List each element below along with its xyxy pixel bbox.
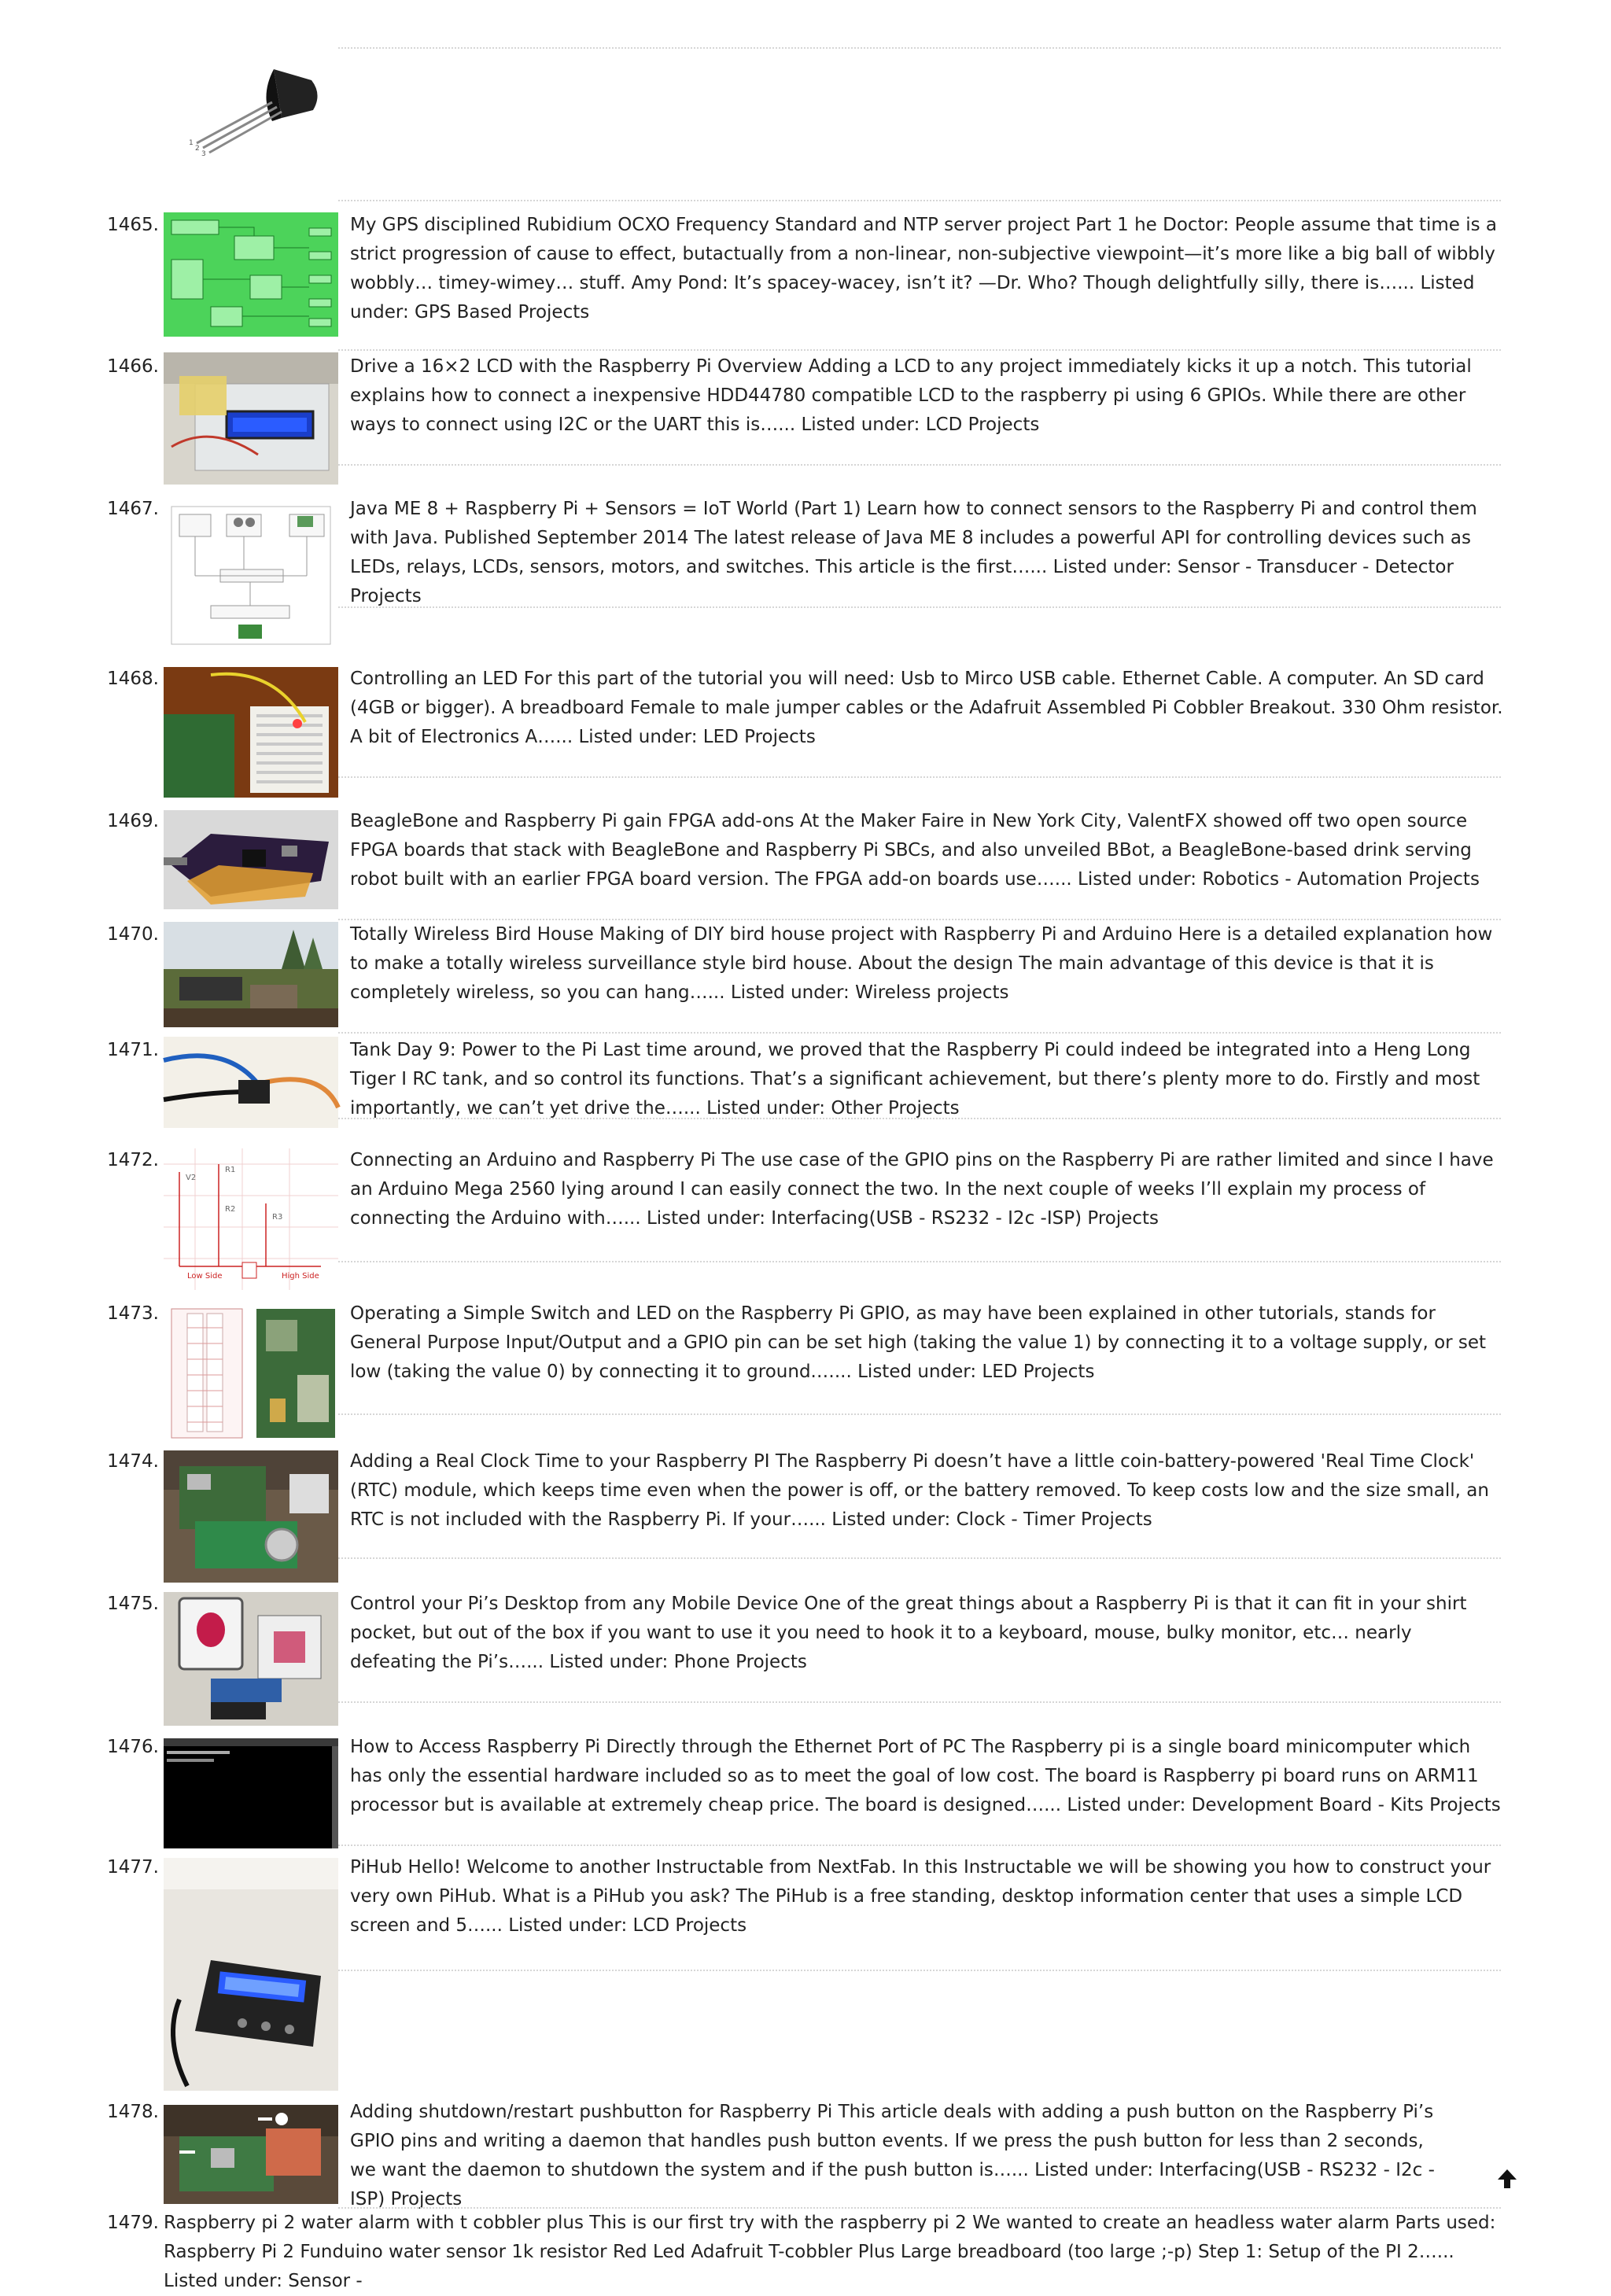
- item-thumbnail[interactable]: [164, 1592, 338, 1726]
- svg-text:R3: R3: [272, 1213, 283, 1222]
- svg-text:Low Side: Low Side: [187, 1272, 223, 1281]
- arrow-up-icon[interactable]: [1495, 2166, 1520, 2191]
- item-thumbnail[interactable]: [164, 810, 338, 909]
- item-description: Drive a 16×2 LCD with the Raspberry Pi Overview Adding a LCD to any project immediately kicks it up a notch. This tutorial explains how to connect a inexpensive HDD44780 compatible LCD to the raspberry pi using 6 GPIOs. While there are other ways to connect using I2C or the UART this is…... Listed under: LCD Projects: [350, 356, 1472, 435]
- item-number: 1473.: [107, 1303, 159, 1324]
- divider: [338, 349, 1501, 351]
- divider: [338, 1970, 1501, 1971]
- svg-text:2: 2: [195, 145, 200, 153]
- item-thumbnail[interactable]: [164, 1450, 338, 1583]
- item-number: 1471.: [107, 1040, 159, 1060]
- divider: [338, 464, 1501, 466]
- svg-text:3: 3: [201, 150, 206, 158]
- item-description: Tank Day 9: Power to the Pi Last time around, we proved that the Raspberry Pi could indeed be integrated into a Heng Long Tiger I RC tank, and so control its functions. That’s a significant achievement, but there’s plenty more to do. Firstly and most importantly, we can’t yet drive the…... Listed under: Other Projects: [350, 1040, 1480, 1119]
- item-description: PiHub Hello! Welcome to another Instructable from NextFab. In this Instructable we will be showing you how to construct your very own PiHub. What is a PiHub you ask? The PiHub is a free standing, desktop information center that uses a simple LCD screen and 5…... Listed under: LCD Projects: [350, 1857, 1491, 1936]
- svg-text:R2: R2: [225, 1205, 236, 1214]
- divider: [338, 47, 1501, 49]
- item-thumbnail[interactable]: [164, 1738, 338, 1848]
- divider: [338, 200, 1501, 201]
- divider: [338, 1701, 1501, 1703]
- item-thumbnail[interactable]: [164, 352, 338, 485]
- divider: [338, 1845, 1501, 1846]
- svg-text:V2: V2: [186, 1174, 197, 1182]
- item-description: BeagleBone and Raspberry Pi gain FPGA add-ons At the Maker Faire in New York City, ValentFX showed off two open source FPGA boards that stack with BeagleBone and Raspberry Pi SBCs, and also unveiled BBot, a BeagleBone-based drink serving robot built with an earlier FPGA board version. The FPGA add-on boards use…... Listed under: Robotics - Automation Projects: [350, 811, 1480, 890]
- item-description: Totally Wireless Bird House Making of DIY bird house project with Raspberry Pi and Arduino Here is a detailed explanation how to make a totally wireless surveillance style bird house. About the design The main advantage of this device is that it is completely wireless, so you can hang…... Listed under: Wireless projects: [350, 924, 1493, 1003]
- item-number: 1470.: [107, 924, 159, 945]
- item-number: 1469.: [107, 811, 159, 831]
- svg-text:1: 1: [189, 139, 194, 147]
- item-description: My GPS disciplined Rubidium OCXO Frequency Standard and NTP server project Part 1 he Doctor: People assume that time is a strict progression of cause to effect, butactually from a non-linear, non-subjective viewpoint—it’s more like a big ball of wibbly wobbly… timey-wimey… stuff. Amy Pond: It’s spacey-wacey, isn’t it? —Dr. Who? Though delightfully silly, there is…... Listed under: GPS Based Projects: [350, 215, 1498, 322]
- item-number: 1477.: [107, 1857, 159, 1878]
- svg-text:High Side: High Side: [282, 1272, 319, 1281]
- item-thumbnail[interactable]: [164, 1858, 338, 2091]
- divider: [338, 1413, 1501, 1415]
- item-thumbnail[interactable]: [164, 667, 338, 798]
- item-description: Adding a Real Clock Time to your Raspberry PI The Raspberry Pi doesn’t have a little coin-battery-powered 'Real Time Clock' (RTC) module, which keeps time even when the power is off, or the battery removed. To keep costs low and the size small, an RTC is not included with the Raspberry Pi. If your…... Listed under: Clock - Timer Projects: [350, 1451, 1489, 1530]
- item-number: 1467.: [107, 499, 159, 519]
- divider: [338, 776, 1501, 778]
- item-thumbnail[interactable]: [164, 1304, 338, 1443]
- item-number: 1472.: [107, 1150, 159, 1170]
- item-number: 1474.: [107, 1451, 159, 1472]
- divider: [338, 1557, 1501, 1559]
- item-number: 1475.: [107, 1594, 159, 1614]
- item-description: How to Access Raspberry Pi Directly through the Ethernet Port of PC The Raspberry pi is a single board minicomputer which has only the essential hardware included so as to meet the goal of low cost. The board is Raspberry pi board runs on ARM11 processor but is available at extremely cheap price. The board is designed…... Listed under: Development Board - Kits Projects: [350, 1737, 1501, 1815]
- item-thumbnail[interactable]: [164, 55, 338, 165]
- item-description: Operating a Simple Switch and LED on the Raspberry Pi GPIO, as may have been explained in other tutorials, stands for General Purpose Input/Output and a GPIO pin can be set high (taking the value 1) by connecting it to a voltage supply, or set low (taking the value 0) by connecting it to ground.…... Listed under: LED Projects: [350, 1303, 1487, 1382]
- item-number: 1465.: [107, 215, 159, 235]
- item-description: Control your Pi’s Desktop from any Mobile Device One of the great things about a Raspberry Pi is that it can fit in your shirt pocket, but out of the box if you want to use it you need to hook it to a keyboard, mouse, bulky monitor, etc… nearly defeating the Pi’s…... Listed under: Phone Projects: [350, 1594, 1467, 1672]
- item-description: Controlling an LED For this part of the tutorial you will need: Usb to Mirco USB cable. Ethernet Cable. A computer. An SD card (4GB or bigger). A breadboard Female to male jumper cables or the Adafruit Assembled Pi Cobbler Breakout. 330 Ohm resistor. A bit of Electronics A…... Listed under: LED Projects: [350, 669, 1503, 747]
- divider: [338, 1118, 1501, 1119]
- item-thumbnail[interactable]: [164, 2105, 338, 2204]
- item-number: 1478.: [107, 2102, 159, 2122]
- item-number: 1479.: [107, 2213, 159, 2233]
- item-thumbnail[interactable]: [164, 499, 338, 650]
- divider: [338, 1261, 1501, 1262]
- item-thumbnail[interactable]: [164, 1037, 338, 1128]
- item-thumbnail[interactable]: [164, 212, 338, 337]
- divider: [338, 1032, 1501, 1034]
- item-description: Connecting an Arduino and Raspberry Pi The use case of the GPIO pins on the Raspberry Pi are rather limited and since I have an Arduino Mega 2560 lying around I can easily connect the two. In the next couple of weeks I’ll explain my process of connecting the Arduino with…... Listed under: Interfacing(USB - RS232 - I2c -ISP) Projects: [350, 1150, 1494, 1229]
- divider: [338, 606, 1501, 608]
- item-number: 1468.: [107, 669, 159, 689]
- item-number: 1476.: [107, 1737, 159, 1757]
- svg-text:R1: R1: [225, 1166, 236, 1174]
- item-number: 1466.: [107, 356, 159, 377]
- item-thumbnail[interactable]: [164, 922, 338, 1027]
- item-description: Java ME 8 + Raspberry Pi + Sensors = IoT World (Part 1) Learn how to connect sensors to the Raspberry Pi and control them with Java. Published September 2014 The latest release of Java ME 8 includes a powerful API for controlling devices such as LEDs, relays, LCDs, sensors, motors, and switches. This article is the first…... Listed under: Sensor - Transducer - Detector Projects: [350, 499, 1477, 606]
- item-description: Raspberry pi 2 water alarm with t cobbler plus This is our first try with the raspberry pi 2 We wanted to create an headless water alarm Parts used: Raspberry Pi 2 Funduino water sensor 1k resistor Red Led Adafruit T-cobbler Plus Large breadboard (too large ;-p) Step 1: Setup of the PI 2…... Listed under: Sensor -: [164, 2213, 1496, 2291]
- item-description: Adding shutdown/restart pushbutton for Raspberry Pi This article deals with adding a push button on the Raspberry Pi’s GPIO pins and writing a daemon that handles push button events. If we press the push button for less than 2 seconds, we want the daemon to shutdown the system and if the push button is…... Listed under: Interfacing(USB - RS232 - I2c -ISP) Projects: [350, 2102, 1435, 2209]
- item-thumbnail[interactable]: [164, 1148, 338, 1290]
